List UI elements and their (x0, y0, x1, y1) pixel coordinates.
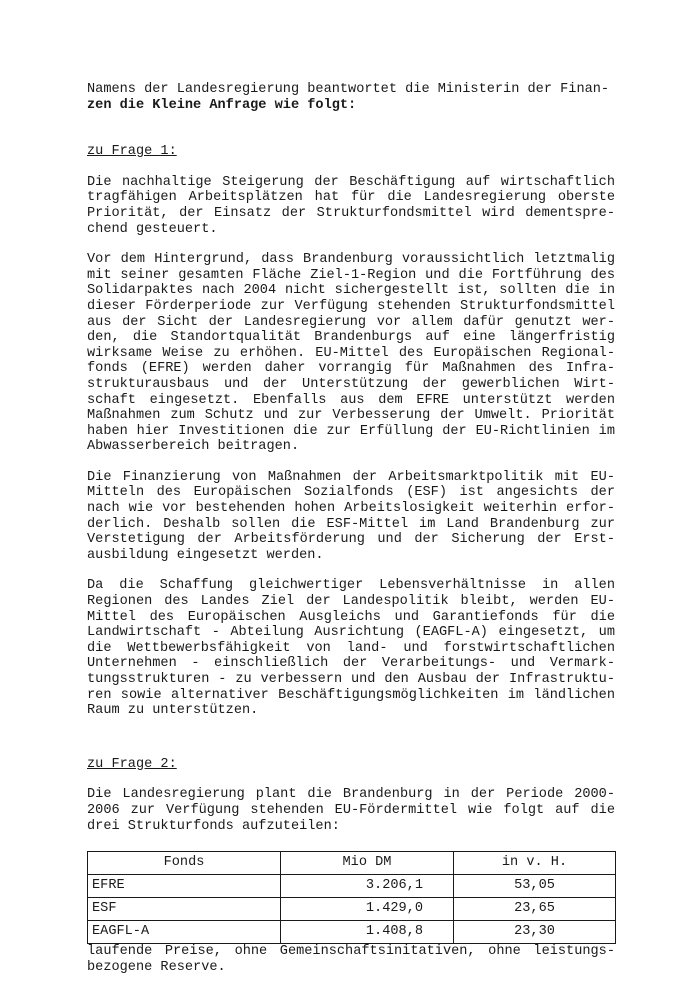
table-cell-mio-dm: 1.408,8 (281, 921, 454, 944)
table-cell-fonds: EFRE (88, 875, 281, 898)
table-row (88, 875, 616, 898)
intro-line-2: zen die Kleine Anfrage wie folgt: (87, 97, 357, 113)
frage1-paragraph-1: Die nachhaltige Steigerung der Beschäftigung auf wirtschaftlich tragfähigen Arbeitsplätzen hat für die Landesregierung oberste Priorität, der Einsatz der Strukturfondsmittel wird dementspre-chend gesteuert. (87, 174, 615, 237)
table-row (88, 898, 616, 921)
heading-frage-1: zu Frage 1: (87, 144, 177, 160)
frage1-paragraph-4: Da die Schaffung gleichwertiger Lebensverhältnisse in allen Regionen des Landes Ziel der Landespolitik bleibt, werden EU-Mittel des Europäischen Ausgleichs und Garantiefonds für die Landwirtschaft - Abteilung Ausrichtung (EAGFL-A) eingesetzt, um die Wettbewerbsfähigkeit von land- und forstwirtschaftlichen Unternehmen - einschließlich der Verarbeitungs- und Vermark-tungsstrukturen - zu verbessern und den Ausbau der Infrastruktu-ren sowie alternativer Beschäftigungsmöglichkeiten im ländlichen Raum zu unterstützen. (87, 578, 615, 719)
table-header-fonds: Fonds (88, 852, 281, 875)
heading-frage-2: zu Frage 2: (87, 756, 177, 772)
table-cell-fonds: ESF (88, 898, 281, 921)
structural-funds-table (87, 851, 616, 944)
table-cell-percent: 23,65 (454, 898, 616, 921)
table-note: laufende Preise, ohne Gemeinschaftsinitativen, ohne leistungs-bezogene Reserve. (87, 944, 615, 975)
frage1-paragraph-3: Die Finanzierung von Maßnahmen der Arbeitsmarktpolitik mit EU-Mitteln des Europäischen Sozialfonds (ESF) ist angesichts der nach wie vor bestehenden hohen Arbeitslosigkeit weiterhin erfor-derlich. Deshalb sollen die ESF-Mittel im Land Brandenburg zur Verstetigung der Arbeitsförderung und der Sicherung der Erst-ausbildung eingesetzt werden. (87, 469, 615, 563)
intro-line-1: Namens der Landesregierung beantwortet die Ministerin der Finan- (87, 82, 610, 97)
table-cell-mio-dm: 1.429,0 (281, 898, 454, 921)
table-cell-mio-dm: 3.206,1 (281, 875, 454, 898)
table-cell-percent: 23,30 (454, 921, 616, 944)
intro-text (87, 82, 615, 113)
table-row (88, 921, 616, 944)
table-cell-percent: 53,05 (454, 875, 616, 898)
document-page (87, 82, 615, 975)
table-cell-fonds: EAGFL-A (88, 921, 281, 944)
table-header-mio-dm: Mio DM (281, 852, 454, 875)
table-header-percent: in v. H. (454, 852, 616, 875)
table-header-row (88, 852, 616, 875)
frage1-paragraph-2: Vor dem Hintergrund, dass Brandenburg voraussichtlich letztmalig mit seiner gesamten Fläche Ziel-1-Region und die Fortführung des Solidarpaktes nach 2004 nicht sichergestellt ist, sollten die in dieser Förderperiode zur Verfügung stehenden Strukturfondsmittel aus der Sicht der Landesregierung vor allem dafür genutzt wer-den, die Standortqualität Brandenburgs auf eine längerfristig wirksame Weise zu erhöhen. EU-Mittel des Europäischen Regional-fonds (EFRE) werden daher vorrangig für Maßnahmen des Infra-strukturausbaus und der Unterstützung der gewerblichen Wirt-schaft eingesetzt. Ebenfalls aus dem EFRE unterstützt werden Maßnahmen zum Schutz und zur Verbesserung der Umwelt. Priorität haben hier Investitionen die zur Erfüllung der EU-Richtlinien im Abwasserbereich beitragen. (87, 252, 615, 455)
frage2-paragraph: Die Landesregierung plant die Brandenburg in der Periode 2000-2006 zur Verfügung stehenden EU-Fördermittel wie folgt auf die drei Strukturfonds aufzuteilen: (87, 787, 615, 834)
